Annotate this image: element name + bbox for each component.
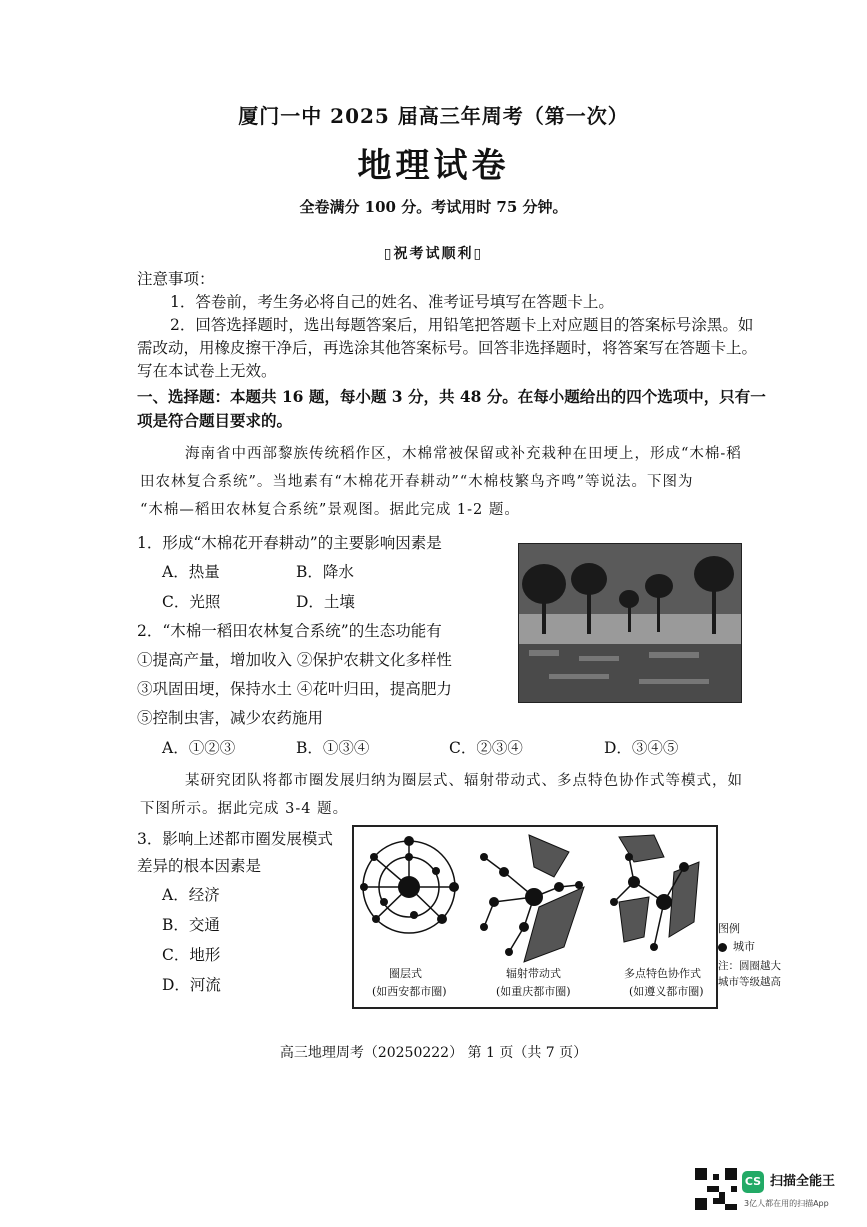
camscanner-logo: CS — [742, 1171, 764, 1193]
camscanner-slogan: 3亿人都在用的扫描App — [744, 1199, 829, 1208]
good-luck-wish: ▯祝考试顺利▯ — [383, 246, 484, 262]
q2-option-c: C．②③④ — [449, 739, 523, 757]
section-heading-cont: 项是符合题目要求的。 — [137, 411, 293, 430]
question-3-stem: 3．影响上述都市圈发展模式 — [137, 830, 333, 848]
question-1-stem: 1．形成“木棉花开春耕动”的主要影响因素是 — [137, 534, 442, 552]
q1-option-c: C．光照 — [162, 593, 221, 611]
q2-option-d: D．③④⑤ — [604, 739, 679, 757]
city-dot-icon — [718, 943, 727, 952]
q2-option-a: A．①②③ — [162, 739, 236, 757]
camscanner-name: 扫描全能王 — [770, 1174, 836, 1189]
panel1-name: 圈层式 — [389, 967, 422, 980]
question-2-stem: 2．“木棉一稻田农林复合系统”的生态功能有 — [137, 622, 442, 640]
qr-code-icon — [695, 1168, 737, 1210]
note-item-1: 1．答卷前，考生务必将自己的姓名、准考证号填写在答题卡上。 — [170, 293, 614, 311]
page-footer: 高三地理周考（20250222） 第 1 页（共 7 页） — [279, 1045, 588, 1061]
notes-heading: 注意事项： — [137, 270, 215, 288]
q2-item-line-2: ③巩固田埂，保持水土 ④花叶归田，提高肥力 — [137, 680, 452, 698]
metropolitan-pattern-diagram — [352, 825, 718, 1009]
note-item-2-cont: 需改动，用橡皮擦干净后，再选涂其他答案标号。回答非选择题时，将答案写在答题卡上。 — [137, 339, 758, 357]
panel3-name: 多点特色协作式 — [624, 967, 701, 980]
passage2-line-2: 下图所示。据此完成 3-4 题。 — [140, 801, 349, 817]
passage2-line-1: 某研究团队将都市圈发展归纳为圈层式、辐射带动式、多点特色协作式等模式，如 — [185, 773, 743, 789]
q2-option-b: B．①③④ — [296, 739, 370, 757]
q3-option-d: D．河流 — [162, 976, 221, 994]
q1-option-d: D．土壤 — [296, 593, 355, 611]
q3-option-b: B．交通 — [162, 916, 220, 934]
note-item-2: 2．回答选择题时，选出每题答案后，用铅笔把答题卡上对应题目的答案标号涂黑。如 — [170, 316, 754, 334]
q1-option-a: A．热量 — [162, 563, 220, 581]
panel2-example: (如重庆都市圈) — [496, 985, 571, 998]
panel3-example: (如遵义都市圈) — [629, 985, 704, 998]
passage1-line-2: 田农林复合系统”。当地素有“木棉花开春耕动”“木棉枝繁鸟齐鸣”等说法。下图为 — [140, 474, 694, 490]
q2-item-line-3: ⑤控制虫害，减少农药施用 — [137, 709, 324, 727]
legend-note-1: 注：圆圈越大 — [718, 960, 781, 972]
passage1-line-1: 海南省中西部黎族传统稻作区，木棉常被保留或补充栽种在田埂上，形成“木棉-稻 — [185, 446, 742, 462]
question-3-stem-cont: 差异的根本因素是 — [137, 857, 262, 875]
legend-title: 图例 — [718, 922, 740, 935]
q3-option-a: A．经济 — [162, 886, 220, 904]
passage1-line-3: “木棉—稻田农林复合系统”景观图。据此完成 1-2 题。 — [140, 502, 520, 518]
panel1-example: (如西安都市圈) — [372, 985, 447, 998]
multipoint-pattern-figure — [610, 835, 699, 951]
score-info: 全卷满分 100 分。考试用时 75 分钟。 — [299, 198, 568, 216]
legend-city-entry — [718, 938, 755, 954]
section-heading: 一、选择题：本题共 16 题，每小题 3 分，共 48 分。在每小题给出的四个选项中，只有一 — [137, 387, 766, 406]
legend-city-label: 城市 — [733, 940, 755, 953]
legend-note-2: 城市等级越高 — [718, 976, 781, 988]
panel2-name: 辐射带动式 — [506, 967, 561, 980]
exam-school-title: 厦门一中 2025 届高三年周考（第一次） — [238, 104, 629, 128]
exam-subject-title: 地理试卷 — [357, 146, 510, 186]
kapok-rice-field-photo — [518, 543, 742, 703]
note-item-2-end: 写在本试卷上无效。 — [137, 362, 277, 380]
radial-pattern-figure — [480, 835, 584, 962]
q1-option-b: B．降水 — [296, 563, 354, 581]
q2-item-line-1: ①提高产量，增加收入 ②保护农耕文化多样性 — [137, 651, 452, 669]
q3-option-c: C．地形 — [162, 946, 221, 964]
